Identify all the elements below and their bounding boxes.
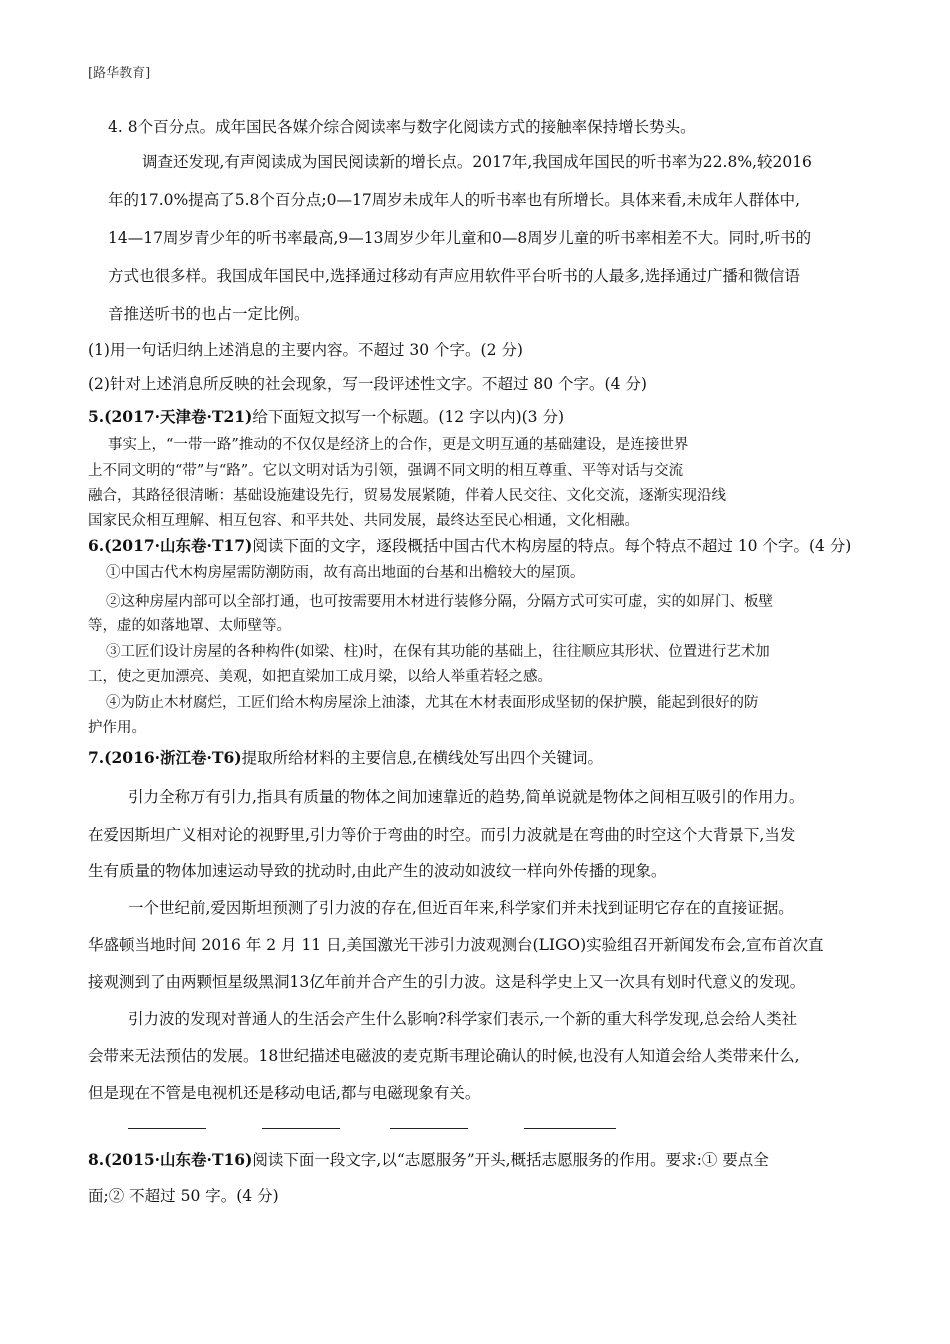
- q7-label: 7.(2016·浙江卷·T6): [88, 748, 242, 767]
- q6-para-4b: 护作用。: [88, 720, 146, 736]
- q5-para-3: 融合，其路径很清晰：基础设施建设先行，贸易发展紧随，伴着人民交往、文化交流，逐渐实现沿线: [88, 488, 726, 504]
- answer-blank-1[interactable]: [128, 1128, 206, 1129]
- q7-heading: [88, 746, 603, 768]
- intro-line-1: 4. 8个百分点。成年国民各媒介综合阅读率与数字化阅读方式的接触率保持增长势头。: [108, 118, 696, 136]
- intro-line-4: 14—17周岁青少年的听书率最高,9—13周岁少年儿童和0—8周岁儿童的听书率相差不大。同时,听书的: [108, 229, 812, 247]
- page-header: [路华教育]: [88, 66, 151, 81]
- q6-para-1: ①中国古代木构房屋需防潮防雨，故有高出地面的台基和出檐较大的屋顶。: [106, 565, 585, 581]
- q7-para-3a: 引力波的发现对普通人的生活会产生什么影响?科学家们表示,一个新的重大科学发现,总会给人类社: [128, 1010, 798, 1028]
- answer-blank-3[interactable]: [390, 1128, 468, 1129]
- q5-heading: [88, 405, 564, 427]
- answer-blank-2[interactable]: [262, 1128, 340, 1129]
- q5-para-4: 国家民众相互理解、相互包容、和平共处、共同发展，最终达至民心相通，文化相融。: [88, 513, 639, 529]
- q7-para-1b: 在爱因斯坦广义相对论的视野里,引力等价于弯曲的时空。而引力波就是在弯曲的时空这个大背景下,当发: [88, 826, 796, 844]
- q7-text: 提取所给材料的主要信息,在横线处写出四个关键词。: [241, 749, 604, 767]
- q7-para-3b: 会带来无法预估的发展。18世纪描述电磁波的麦克斯韦理论确认的时候,也没有人知道会给人类带来什么,: [88, 1047, 800, 1065]
- q6-heading: [88, 534, 851, 556]
- q5-para-2: 上不同文明的“带”与“路”。它以文明对话为引领，强调不同文明的相互尊重、平等对话与交流: [88, 463, 684, 479]
- q8-text-2: 面;② 不超过 50 字。(4 分): [88, 1187, 279, 1205]
- q8-heading: [88, 1148, 769, 1170]
- q6-para-4a: ④为防止木材腐烂，工匠们给木构房屋涂上油漆，尤其在木材表面形成坚韧的保护膜，能起到很好的防: [106, 695, 759, 711]
- intro-line-2: 调查还发现,有声阅读成为国民阅读新的增长点。2017年,我国成年国民的听书率为22.8%,较2016: [142, 153, 812, 171]
- q7-para-3c: 但是现在不管是电视机还是移动电话,都与电磁现象有关。: [88, 1084, 481, 1102]
- q6-label: 6.(2017·山东卷·T17): [88, 536, 253, 555]
- q6-para-3a: ③工匠们设计房屋的各种构件(如梁、柱)时，在保有其功能的基础上，往往顺应其形状、位置进行艺术加: [106, 644, 770, 660]
- answer-blank-4[interactable]: [524, 1128, 616, 1129]
- q8-text-1: 阅读下面一段文字,以“志愿服务”开头,概括志愿服务的作用。要求:① 要点全: [252, 1151, 769, 1169]
- q6-text: 阅读下面的文字，逐段概括中国古代木构房屋的特点。每个特点不超过 10 个字。(4 分): [252, 537, 852, 555]
- q5-label: 5.(2017·天津卷·T21): [88, 407, 253, 426]
- q5-para-1: 事实上，“一带一路”推动的不仅仅是经济上的合作，更是文明互通的基础建设，是连接世界: [108, 437, 689, 453]
- intro-line-3: 年的17.0%提高了5.8个百分点;0—17周岁未成年人的听书率也有所增长。具体来看,未成年人群体中,: [108, 191, 801, 209]
- q7-para-2a: 一个世纪前,爱因斯坦预测了引力波的存在,但近百年来,科学家们并未找到证明它存在的直接证据。: [128, 899, 794, 917]
- q7-para-1a: 引力全称万有引力,指具有质量的物体之间加速靠近的趋势,简单说就是物体之间相互吸引的作用力。: [128, 788, 805, 806]
- q7-para-1c: 生有质量的物体加速运动导致的扰动时,由此产生的波动如波纹一样向外传播的现象。: [88, 862, 667, 880]
- q6-para-2b: 等，虚的如落地罩、太师壁等。: [88, 618, 291, 634]
- q6-para-3b: 工，使之更加漂亮、美观，如把直梁加工成月梁，以给人举重若轻之感。: [88, 669, 552, 685]
- q5-text: 给下面短文拟写一个标题。(12 字以内)(3 分): [252, 408, 565, 426]
- q6-para-2a: ②这种房屋内部可以全部打通，也可按需要用木材进行装修分隔，分隔方式可实可虚，实的如屏门、板壁: [106, 594, 773, 610]
- intro-line-6: 音推送听书的也占一定比例。: [108, 305, 310, 323]
- q4-sub2: (2)针对上述消息所反映的社会现象，写一段评述性文字。不超过 80 个字。(4 分): [88, 375, 647, 393]
- q7-para-2c: 接观测到了由两颗恒星级黑洞13亿年前并合产生的引力波。这是科学史上又一次具有划时代意义的发现。: [88, 973, 806, 991]
- q7-para-2b: 华盛顿当地时间 2016 年 2 月 11 日,美国激光干涉引力波观测台(LIGO)实验组召开新闻发布会,宣布首次直: [88, 936, 824, 954]
- q4-sub1: (1)用一句话归纳上述消息的主要内容。不超过 30 个字。(2 分): [88, 341, 523, 359]
- q8-label: 8.(2015·山东卷·T16): [88, 1150, 253, 1169]
- intro-line-5: 方式也很多样。我国成年国民中,选择通过移动有声应用软件平台听书的人最多,选择通过广播和微信语: [108, 267, 800, 285]
